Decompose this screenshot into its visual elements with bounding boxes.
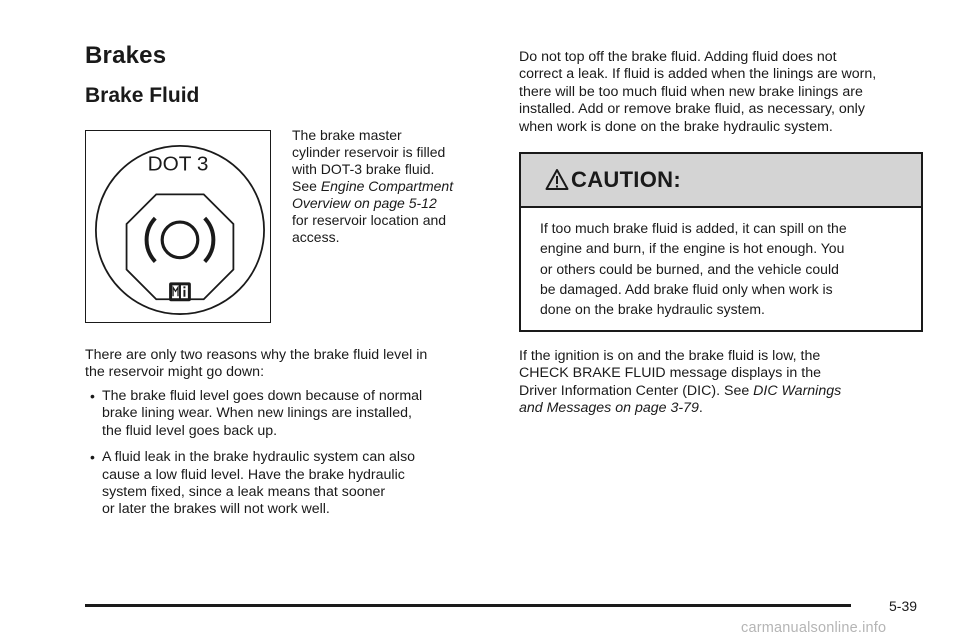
footer-rule: [85, 604, 851, 607]
intro-paragraph: There are only two reasons why the brake fluid level in the reservoir might go down:: [85, 347, 428, 381]
section-subtitle: Brake Fluid: [85, 84, 200, 107]
ignition-paragraph: If the ignition is on and the brake fluid is low, the CHECK BRAKE FLUID message displays in the Driver Information Center (DIC). See DIC Warnings and Messages on page 3-79.: [519, 348, 842, 417]
section-title: Brakes: [85, 42, 167, 69]
dot3-label: DOT 3: [147, 152, 209, 176]
top-off-paragraph: Do not top off the brake fluid. Adding fluid does not correct a leak. If fluid is added when the linings are worn, there will be too much fluid when new brake linings are installed. Add or remove brake fluid, as necessary, only when work is done on the brake hydraulic system.: [519, 49, 877, 135]
caution-header: [521, 154, 921, 208]
caution-text: If too much brake fluid is added, it can spill on the engine and burn, if the engine is hot enough. You or others could be burned, and the vehicle could be damaged. Add brake fluid only when work is done on the brake hydraulic system.: [540, 220, 847, 318]
dic-warnings-link-page[interactable]: and Messages on page 3-79: [519, 400, 699, 417]
list-item: • A fluid leak in the brake hydraulic system can also cause a low fluid level. Have the brake hydraulic system fixed, since a leak means that sooner or later the brakes will not work well.: [90, 449, 416, 518]
caution-box: [519, 152, 923, 332]
page-number: 5-39: [889, 598, 918, 614]
engine-compartment-link-page[interactable]: Overview on page 5-12: [292, 195, 437, 211]
brake-fluid-cap-figure: [85, 130, 271, 323]
engine-compartment-link[interactable]: Engine Compartment: [320, 178, 454, 194]
list-item: • The brake fluid level goes down because of normal brake lining wear. When new linings are installed, the fluid level goes back up.: [90, 388, 423, 439]
brake-fluid-cap-icon: [86, 131, 270, 322]
bullet-icon: •: [90, 388, 95, 404]
figure-caption: The brake master cylinder reservoir is filled with DOT-3 brake fluid. See Engine Compartment Overview on page 5-12 for reservoir location and access.: [292, 127, 454, 245]
brake-warning-symbol-icon: [147, 218, 214, 262]
caution-title: CAUTION:: [571, 167, 681, 192]
bullet-icon: •: [90, 449, 95, 466]
dic-warnings-link[interactable]: DIC Warnings: [753, 382, 842, 399]
watermark: carmanualsonline.info: [741, 620, 887, 636]
warning-triangle-icon: [545, 168, 569, 192]
owner-manual-icon: [169, 282, 191, 301]
bullet-list: [85, 388, 490, 528]
